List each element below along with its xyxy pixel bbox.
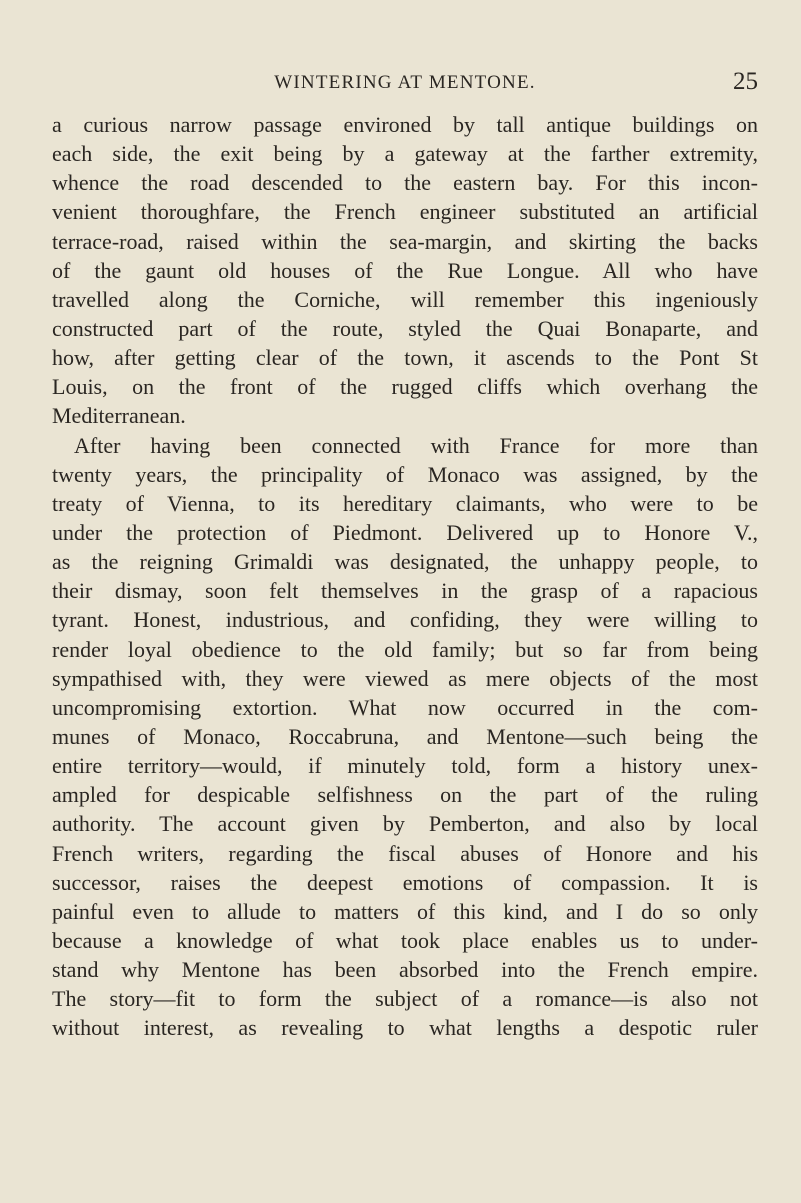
text-line: The story—fit to form the subject of a romance—is also not [52, 986, 758, 1012]
running-head: WINTERING AT MENTONE. [274, 72, 536, 93]
text-line: render loyal obedience to the old family; but so far from being [52, 636, 758, 662]
text-line: without interest, as revealing to what lengths a despotic ruler [52, 1015, 758, 1041]
text-line: of the gaunt old houses of the Rue Longue. All who have [52, 257, 758, 283]
text-line: Louis, on the front of the rugged cliffs which overhang the [52, 374, 758, 400]
text-line: terrace-road, raised within the sea-margin, and skirting the backs [52, 228, 758, 254]
text-line: under the protection of Piedmont. Delivered up to Honore V., [52, 519, 758, 545]
page-header [52, 68, 758, 100]
text-line: treaty of Vienna, to its hereditary claimants, who were to be [52, 490, 758, 516]
text-line: successor, raises the deepest emotions of compassion. It is [52, 869, 758, 895]
text-line: ampled for despicable selfishness on the part of the ruling [52, 782, 758, 808]
text-line: as the reigning Grimaldi was designated, the unhappy people, to [52, 549, 758, 575]
text-line: a curious narrow passage environed by tall antique buildings on [52, 112, 758, 137]
text-line: constructed part of the route, styled the Quai Bonaparte, and [52, 315, 758, 341]
text-line: how, after getting clear of the town, it ascends to the Pont St [52, 345, 758, 371]
text-line: After having been connected with France for more than [74, 432, 758, 458]
body-text [52, 110, 758, 1043]
text-line: authority. The account given by Pemberton, and also by local [52, 811, 758, 837]
text-line: twenty years, the principality of Monaco was assigned, by the [52, 461, 758, 487]
text-line: sympathised with, they were viewed as mere objects of the most [52, 665, 758, 691]
text-line: their dismay, soon felt themselves in the grasp of a rapacious [52, 578, 758, 604]
text-line: entire territory—would, if minutely told, form a history unex- [52, 753, 758, 779]
text-line: Mediterranean. [52, 403, 186, 429]
text-line: stand why Mentone has been absorbed into the French empire. [52, 957, 758, 983]
text-line: painful even to allude to matters of this kind, and I do so only [52, 898, 758, 924]
text-line: because a knowledge of what took place enables us to under- [52, 927, 758, 953]
text-line: travelled along the Corniche, will remember this ingeniously [52, 286, 758, 312]
text-line: tyrant. Honest, industrious, and confiding, they were willing to [52, 607, 758, 633]
text-line: French writers, regarding the fiscal abuses of Honore and his [52, 840, 758, 866]
text-line: each side, the exit being by a gateway at the farther extremity, [52, 141, 758, 167]
page-number: 25 [733, 68, 758, 95]
text-line: uncompromising extortion. What now occurred in the com- [52, 694, 758, 720]
text-line: venient thoroughfare, the French engineer substituted an artificial [52, 199, 758, 225]
text-line: whence the road descended to the eastern bay. For this incon- [52, 170, 758, 196]
text-line: munes of Monaco, Roccabruna, and Mentone—such being the [52, 723, 758, 749]
